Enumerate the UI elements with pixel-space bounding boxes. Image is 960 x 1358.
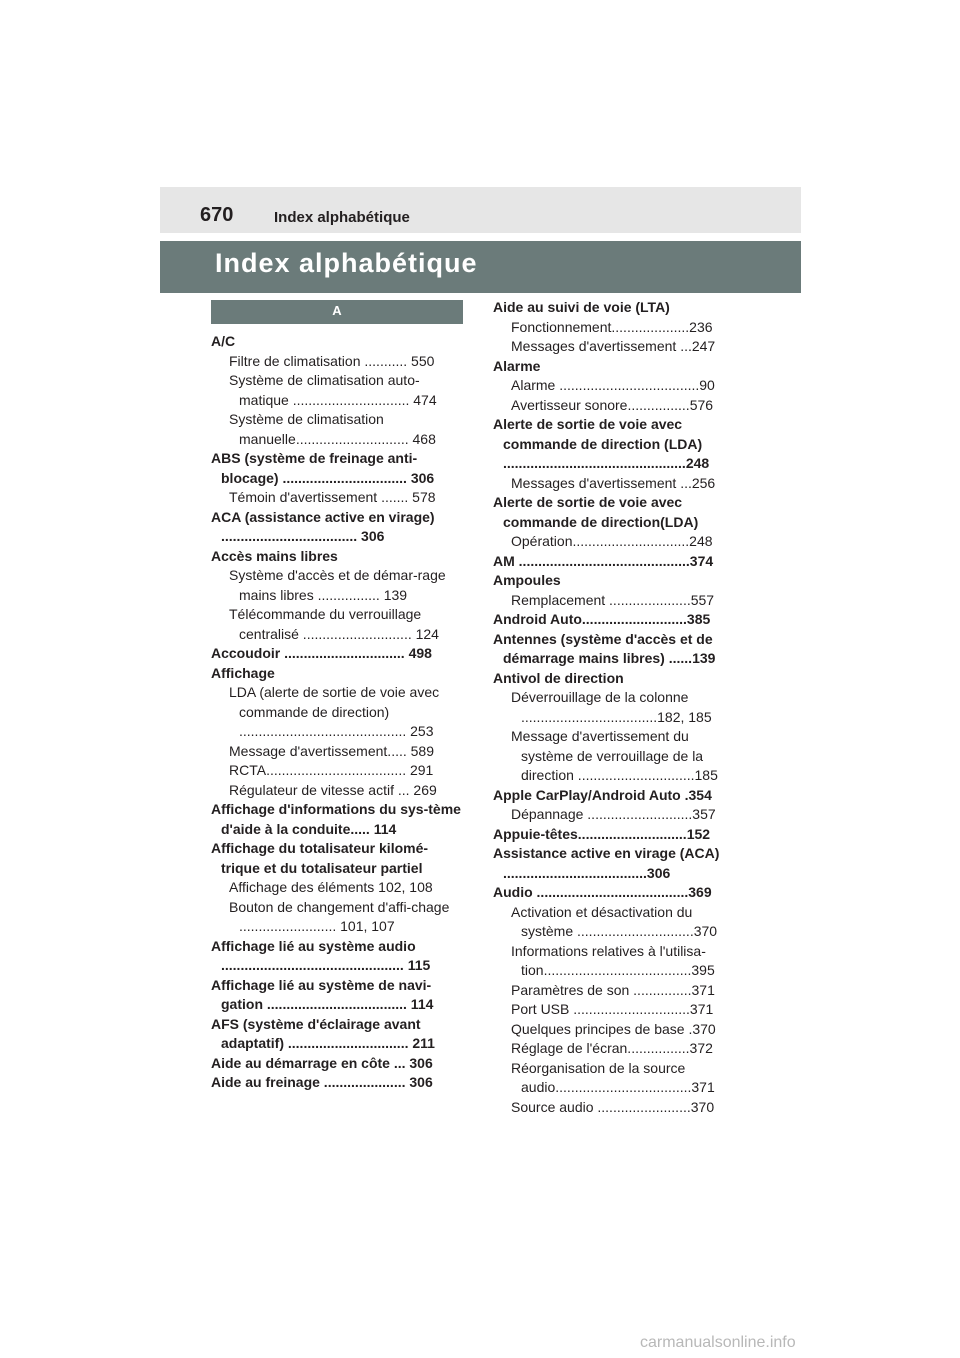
index-subentry: RCTA.................................... 291 <box>229 762 434 778</box>
watermark: carmanualsonline.info <box>640 1334 796 1351</box>
index-subentry: LDA (alerte de sortie de voie avec commande de direction) ........................................... 253 <box>229 684 440 739</box>
index-entry: Accoudoir ............................... 498 <box>211 645 432 661</box>
index-entry: ACA (assistance active en virage) ................................... 306 <box>211 508 435 544</box>
index-subentry: Filtre de climatisation ........... 550 <box>229 352 435 369</box>
index-subentry: Affichage des éléments 102, 108 <box>229 879 433 895</box>
running-head: Index alphabétique <box>274 209 410 226</box>
index-subentry: Port USB ..............................371 <box>511 1001 714 1017</box>
page-number: 670 <box>200 204 234 226</box>
index-entry: Accès mains libres <box>211 547 338 564</box>
index-entry: Alerte de sortie de voie avec commande de direction(LDA) <box>493 494 699 530</box>
index-subentry: Activation et désactivation du système ..............................370 <box>511 903 718 939</box>
index-subentry: Informations relatives à l'utilisa-tion......................................395 <box>511 942 715 978</box>
index-entry: AFS (système d'éclairage avant adaptatif) ............................... 211 <box>211 1015 435 1051</box>
index-entry: Audio .......................................369 <box>493 884 712 900</box>
index-subentry: Télécommande du verrouillage centralisé ............................ 124 <box>229 606 439 642</box>
index-subentry: Source audio ........................370 <box>511 1098 715 1115</box>
index-subentry: Témoin d'avertissement ....... 578 <box>229 489 436 505</box>
index-entry: ABS (système de freinage anti-blocage) ................................ 306 <box>211 450 435 486</box>
index-subentry: Quelques principes de base .370 <box>511 1020 716 1037</box>
index-subentry: Messages d'avertissement ...256 <box>511 474 716 491</box>
index-entry: Aide au démarrage en côte ... 306 <box>211 1054 433 1071</box>
index-entry: AM ............................................374 <box>493 552 714 569</box>
index-subentry: Messages d'avertissement ...247 <box>511 338 716 354</box>
index-subentry: Dépannage ...........................357 <box>511 806 716 822</box>
header-band <box>160 187 801 233</box>
index-entry: Android Auto...........................385 <box>493 611 711 627</box>
index-column-right <box>493 298 743 1117</box>
index-subentry: Déverrouillage de la colonne ...................................182, 185 <box>511 689 712 725</box>
index-subentry: Message d'avertissement du système de verrouillage de la direction ..............................185 <box>511 728 718 783</box>
index-entry: Aide au freinage ..................... 306 <box>211 1074 433 1090</box>
index-entry: Affichage du totalisateur kilomé-trique et du totalisateur partiel <box>211 840 429 876</box>
index-entry: Antivol de direction <box>493 669 624 686</box>
index-column-left <box>211 300 463 1093</box>
index-entry: Apple CarPlay/Android Auto .354 <box>493 786 712 803</box>
index-subentry: Paramètres de son ...............371 <box>511 981 715 998</box>
index-entry: A/C <box>211 333 236 349</box>
index-entry: Antennes (système d'accès et de démarrage mains libres) ......139 <box>493 630 716 666</box>
index-entry: Assistance active en virage (ACA) .....................................306 <box>493 845 720 881</box>
index-entry: Appuie-têtes............................152 <box>493 825 711 842</box>
index-subentry: Opération..............................248 <box>511 533 713 549</box>
index-subentry: Alarme ....................................90 <box>511 377 715 393</box>
page-title: Index alphabétique <box>215 248 478 278</box>
index-entry: Affichage <box>211 664 275 681</box>
index-subentry: Système de climatisation manuelle............................. 468 <box>229 411 436 447</box>
index-subentry: Avertisseur sonore................576 <box>511 396 714 413</box>
index-subentry: Bouton de changement d'affi-chage ......................... 101, 107 <box>229 898 450 934</box>
index-entry: Affichage d'informations du sys-tème d'aide à la conduite..... 114 <box>211 801 461 837</box>
index-entry: Affichage lié au système audio ............................................... 115 <box>211 937 431 973</box>
index-entry: Ampoules <box>493 572 561 588</box>
index-subentry: Régulateur de vitesse actif ... 269 <box>229 781 437 798</box>
index-subentry: Fonctionnement....................236 <box>511 318 713 335</box>
index-subentry: Remplacement .....................557 <box>511 591 715 608</box>
index-subentry: Système d'accès et de démar-rage mains libres ................ 139 <box>229 567 446 603</box>
index-entry: Affichage lié au système de navi-gation .................................... 114 <box>211 976 434 1012</box>
index-entry: Alerte de sortie de voie avec commande de direction (LDA) ...............................................248 <box>493 416 710 471</box>
index-subentry: Message d'avertissement..... 589 <box>229 742 434 759</box>
index-subentry: Système de climatisation auto-matique .............................. 474 <box>229 372 437 408</box>
index-entry: Aide au suivi de voie (LTA) <box>493 299 670 315</box>
index-subentry: Réglage de l'écran................372 <box>511 1040 713 1056</box>
index-subentry: Réorganisation de la source audio...................................371 <box>511 1059 715 1095</box>
index-entry: Alarme <box>493 357 541 374</box>
section-letter-bar: A <box>211 300 463 324</box>
